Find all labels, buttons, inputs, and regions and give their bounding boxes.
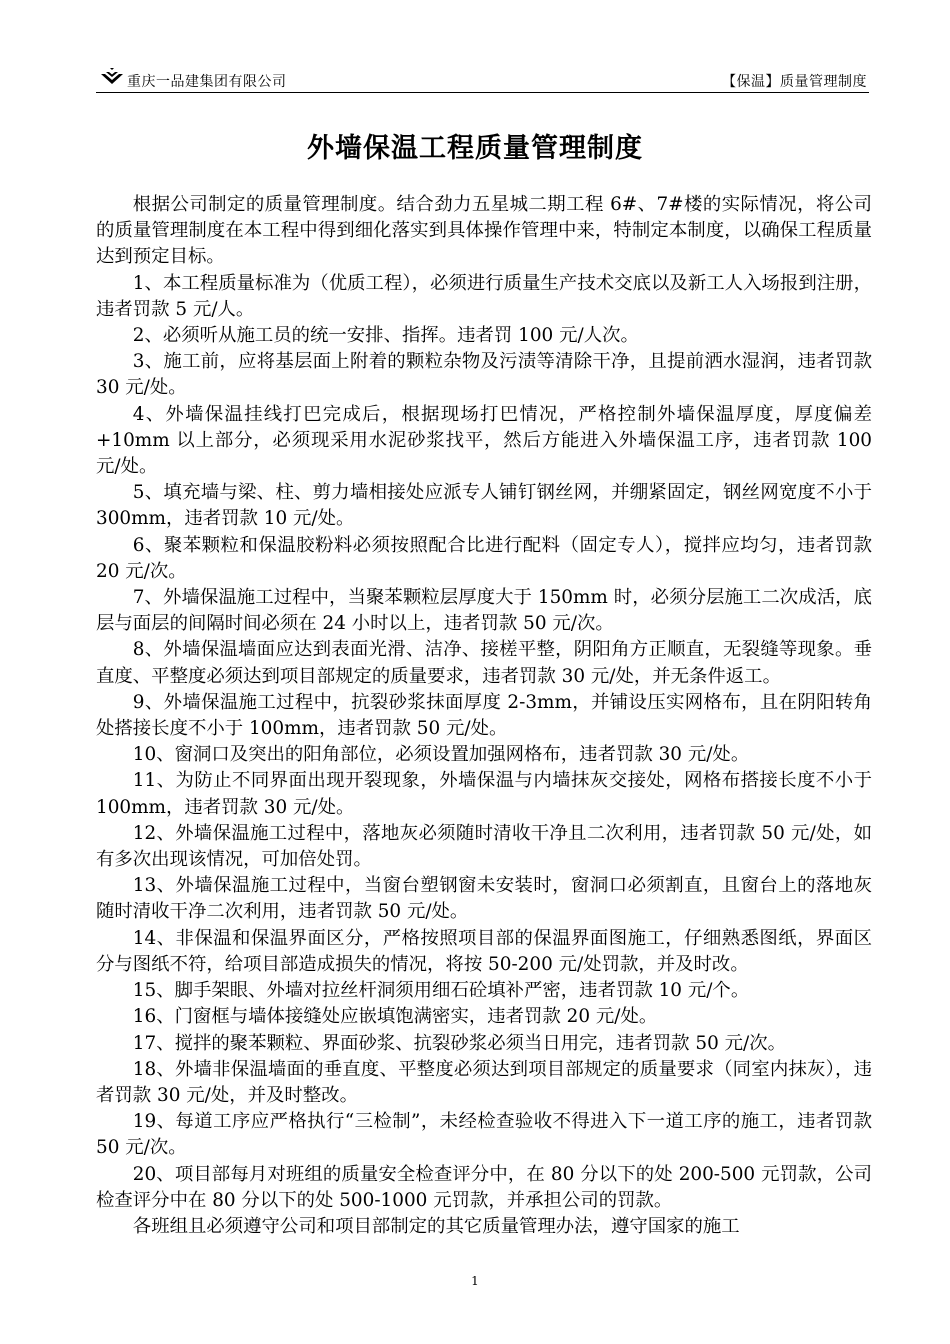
paragraph: 8、外墙保温墙面应达到表面光滑、洁净、接槎平整，阴阳角方正顺直，无裂缝等现象。垂直度、平整度必须达到项目部规定的质量要求，违者罚款 30 元/处，并无条件返工。 bbox=[96, 639, 872, 687]
paragraph: 11、为防止不同界面出现开裂现象，外墙保温与内墙抹灰交接处，网格布搭接长度不小于 100mm，违者罚款 30 元/处。 bbox=[96, 770, 872, 818]
paragraph: 1、本工程质量标准为（优质工程），必须进行质量生产技术交底以及新工人入场报到注册，违者罚款 5 元/人。 bbox=[96, 272, 872, 320]
paragraph: 10、窗洞口及突出的阳角部位，必须设置加强网格布，违者罚款 30 元/处。 bbox=[132, 744, 750, 766]
paragraph: 17、搅拌的聚苯颗粒、界面砂浆、抗裂砂浆必须当日用完，违者罚款 50 元/次。 bbox=[132, 1032, 786, 1054]
paragraph: 9、外墙保温施工过程中，抗裂砂浆抹面厚度 2-3mm，并铺设压实网格布，且在阴阳转角处搭接长度不小于 100mm，违者罚款 50 元/处。 bbox=[96, 691, 872, 740]
paragraph: 14、非保温和保温界面区分，严格按照项目部的保温界面图施工，仔细熟悉图纸，界面区分与图纸不符，给项目部造成损失的情况，将按 50-200 元/处罚款，并及时改。 bbox=[96, 927, 872, 975]
paragraph: 2、必须听从施工员的统一安排、指挥。违者罚 100 元/人次。 bbox=[132, 325, 639, 347]
page-title: 外墙保温工程质量管理制度 bbox=[307, 133, 643, 164]
paragraph: 19、每道工序应严格执行“三检制”，未经检查验收不得进入下一道工序的施工，违者罚款 50 元/次。 bbox=[96, 1111, 872, 1159]
paragraph: 根据公司制定的质量管理制度。结合劲力五星城二期工程 6#、7#楼的实际情况，将公司的质量管理制度在本工程中得到细化落实到具体操作管理中来，特制定本制度，以确保工程质量达到预定目标。 bbox=[96, 194, 872, 268]
document-body bbox=[96, 192, 872, 1240]
company-logo-icon bbox=[99, 66, 125, 88]
paragraph: 15、脚手架眼、外墙对拉丝杆洞须用细石砼填补严密，违者罚款 10 元/个。 bbox=[132, 980, 750, 1002]
paragraph: 13、外墙保温施工过程中，当窗台塑钢窗未安装时，窗洞口必须割直，且窗台上的落地灰随时清收干净二次利用，违者罚款 50 元/处。 bbox=[96, 875, 872, 923]
paragraph: 12、外墙保温施工过程中，落地灰必须随时清收干净且二次利用，违者罚款 50 元/处，如有多次出现该情况，可加倍处罚。 bbox=[96, 822, 872, 871]
company-name: 重庆一品建集团有限公司 bbox=[127, 74, 287, 90]
document-type: 【保温】质量管理制度 bbox=[722, 74, 867, 90]
paragraph: 5、填充墙与梁、柱、剪力墙相接处应派专人铺钉钢丝网，并绷紧固定，钢丝网宽度不小于 300mm，违者罚款 10 元/处。 bbox=[96, 482, 872, 530]
paragraph: 4、外墙保温挂线打巴完成后，根据现场打巴情况，严格控制外墙保温厚度，厚度偏差+10mm 以上部分，必须现采用水泥砂浆找平，然后方能进入外墙保温工序，违者罚款 100 元/处。 bbox=[96, 403, 872, 478]
paragraph: 18、外墙非保温墙面的垂直度、平整度必须达到项目部规定的质量要求（同室内抹灰），违者罚款 30 元/处，并及时整改。 bbox=[96, 1058, 872, 1106]
paragraph: 3、施工前，应将基层面上附着的颗粒杂物及污渍等清除干净，且提前洒水湿润，违者罚款 30 元/处。 bbox=[96, 351, 872, 399]
paragraph: 20、项目部每月对班组的质量安全检查评分中，在 80 分以下的处 200-500 元罚款，公司检查评分中在 80 分以下的处 500-1000 元罚款，并承担公司的罚款。 bbox=[96, 1163, 872, 1211]
paragraph: 各班组且必须遵守公司和项目部制定的其它质量管理办法，遵守国家的施工 bbox=[132, 1215, 740, 1237]
page-header bbox=[96, 62, 869, 93]
paragraph: 6、聚苯颗粒和保温胶粉料必须按照配合比进行配料（固定专人），搅拌应均匀，违者罚款 20 元/次。 bbox=[96, 534, 872, 582]
paragraph: 16、门窗框与墙体接缝处应嵌填饱满密实，违者罚款 20 元/处。 bbox=[132, 1006, 658, 1028]
page-number: 1 bbox=[471, 1274, 479, 1288]
paragraph: 7、外墙保温施工过程中，当聚苯颗粒层厚度大于 150mm 时，必须分层施工二次成活，底层与面层的间隔时间必须在 24 小时以上，违者罚款 50 元/次。 bbox=[96, 587, 872, 635]
